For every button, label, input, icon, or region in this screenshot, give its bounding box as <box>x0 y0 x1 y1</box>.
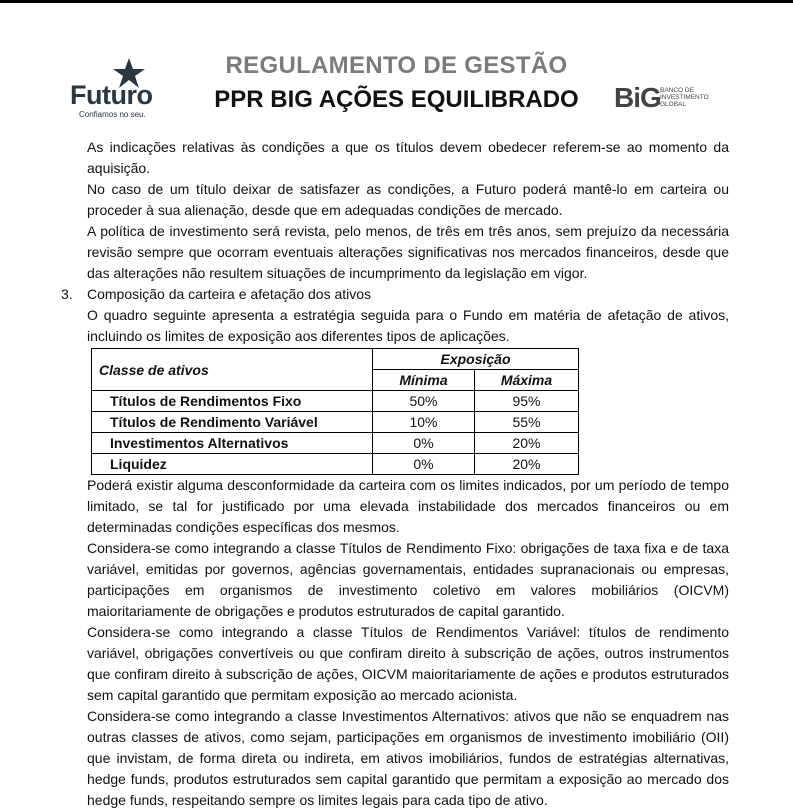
row-min: 0% <box>373 433 475 454</box>
table-row <box>92 412 579 433</box>
col-header-class: Classe de ativos <box>92 349 373 391</box>
paragraph: O quadro seguinte apresenta a estratégia seguida para o Fundo em matéria de afetação de ativos, incluindo os limites de exposição aos diferentes tipos de aplicações. <box>87 307 729 344</box>
row-class-name: Liquidez <box>92 454 373 475</box>
big-logo-text: BiG <box>614 82 661 113</box>
paragraph: Considera-se como integrando a classe Títulos de Rendimento Fixo: obrigações de taxa fixa e de taxa variável, emitidas por governos, agências governamentais, entidades supranacionais ou empresas, participações em organismos de investimento coletivo em valores mobiliários (OICVM) maioritariamente de obrigações e produtos estruturados de capital garantido. <box>87 540 729 619</box>
row-class-name: Títulos de Rendimento Variável <box>92 412 373 433</box>
document-subtitle: PPR BIG AÇÕES EQUILIBRADO <box>214 86 579 113</box>
section-heading <box>61 284 729 305</box>
futuro-tagline: Confiamos no seu. <box>79 110 146 119</box>
asset-allocation-table <box>91 348 579 475</box>
row-max: 20% <box>475 433 579 454</box>
paragraph: A política de investimento será revista, pelo menos, de três em três anos, sem prejuízo da necessária revisão sempre que ocorram eventuais alterações significativas nos mercados financeiros, desde que das alterações não resultem situações de incumprimento da legislação em vigor. <box>87 223 729 281</box>
paragraph: Considera-se como integrando a classe Investimentos Alternativos: ativos que não se enquadrem nas outras classes de ativos, como sejam, participações em organismos de investimento imobiliário (OII) que invistam, de forma direta ou indireta, em ativos imobiliários, fundos de estratégias alternativas, hedge funds, produtos estruturados sem capital garantido que permitam a exposição ao mercado dos hedge funds, respeitando sempre os limites legais para cada tipo de ativo. <box>87 708 729 808</box>
document-body <box>61 137 729 811</box>
col-header-min: Mínima <box>373 370 475 391</box>
row-class-name: Investimentos Alternativos <box>92 433 373 454</box>
table-row <box>92 433 579 454</box>
col-header-max: Máxima <box>475 370 579 391</box>
document-title: REGULAMENTO DE GESTÃO <box>225 52 568 79</box>
row-min: 50% <box>373 391 475 412</box>
paragraph: No caso de um título deixar de satisfazer as condições, a Futuro poderá mantê-lo em carteira ou proceder à sua alienação, desde que em adequadas condições de mercado. <box>87 181 729 218</box>
paragraph: As indicações relativas às condições a que os títulos devem obedecer referem-se ao momento da aquisição. <box>87 139 729 176</box>
table-row <box>92 454 579 475</box>
row-max: 20% <box>475 454 579 475</box>
paragraph: Poderá existir alguma desconformidade da carteira com os limites indicados, por um período de tempo limitado, se tal for justificado por uma elevada instabilidade dos mercados financeiros ou em determinadas condições específicas dos mesmos. <box>87 477 729 535</box>
row-min: 10% <box>373 412 475 433</box>
section-title: Composição da carteira e afetação dos ativos <box>87 286 372 302</box>
big-tagline: BANCO DE INVESTIMENTO GLOBAL <box>660 87 709 108</box>
row-max: 55% <box>475 412 579 433</box>
row-min: 0% <box>373 454 475 475</box>
page-header <box>0 0 793 130</box>
row-max: 95% <box>475 391 579 412</box>
table-row <box>92 391 579 412</box>
big-logo <box>614 82 714 116</box>
futuro-logo-text: Futuro <box>70 80 153 110</box>
row-class-name: Títulos de Rendimentos Fixo <box>92 391 373 412</box>
section-number: 3. <box>61 286 73 302</box>
col-header-exposure: Exposição <box>373 349 579 370</box>
paragraph: Considera-se como integrando a classe Títulos de Rendimentos Variável: títulos de rendimento variável, obrigações convertíveis ou que confiram direito à subscrição de ações, outros instrumentos que confiram direito à subscrição de ações, OICVM maioritariamente de ações e produtos estruturados sem capital garantido que permitam exposição ao mercado acionista. <box>87 624 729 703</box>
